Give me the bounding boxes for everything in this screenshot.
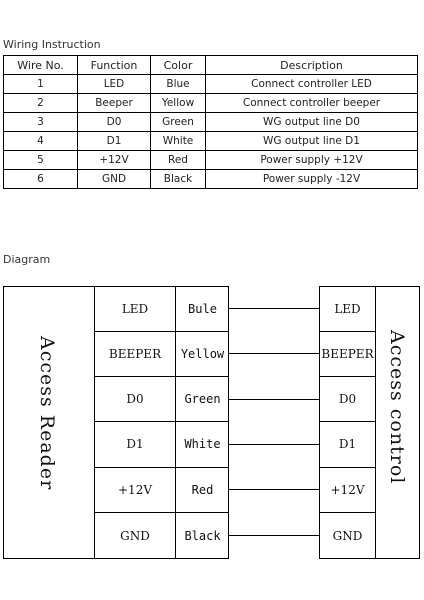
connection-wire (229, 308, 319, 309)
header-wire-no: Wire No. (4, 56, 78, 75)
cell-color: Black (151, 170, 206, 189)
control-pin-gnd: GND (332, 528, 363, 543)
cell-description: WG output line D0 (206, 113, 418, 132)
reader-pin-beeper: BEEPER (108, 346, 162, 361)
reader-pin-12v: +12V (118, 482, 152, 497)
cell-wire-no: 1 (4, 75, 78, 94)
cell-description: Connect controller beeper (206, 94, 418, 113)
control-pin-d0: D0 (338, 391, 357, 406)
reader-pin-d1: D1 (126, 437, 144, 451)
cell-description: Connect controller LED (206, 75, 418, 94)
connection-wire (229, 399, 319, 400)
cell-function: D1 (78, 132, 151, 151)
cell-function: D0 (78, 113, 151, 132)
cell-description: WG output line D1 (206, 132, 418, 151)
header-description: Description (206, 56, 418, 75)
cell-function: +12V (78, 151, 151, 170)
cell-color: Red (151, 151, 206, 170)
connection-wire (229, 535, 319, 536)
wiring-instruction-title: Wiring Instruction (3, 38, 101, 51)
cell-color: Green (151, 113, 206, 132)
cell-function: Beeper (78, 94, 151, 113)
cell-wire-no: 3 (4, 113, 78, 132)
wire-color-gnd: Black (184, 528, 221, 543)
access-control-label: Access control (386, 330, 408, 485)
control-pin-divider (375, 286, 376, 559)
access-reader-label: Access Reader (36, 336, 58, 491)
control-pin-beeper: BEEPER (321, 346, 374, 361)
connection-wire (229, 353, 319, 354)
cell-color: White (151, 132, 206, 151)
wire-color-d1: White (184, 437, 221, 451)
cell-color: Blue (151, 75, 206, 94)
cell-description: Power supply -12V (206, 170, 418, 189)
reader-pin-d0: D0 (126, 391, 144, 406)
connection-wire (229, 489, 319, 490)
cell-wire-no: 4 (4, 132, 78, 151)
cell-wire-no: 5 (4, 151, 78, 170)
wire-color-d0: Green (184, 391, 221, 406)
cell-function: LED (78, 75, 151, 94)
cell-description: Power supply +12V (206, 151, 418, 170)
wire-color-led: Bule (188, 301, 217, 316)
cell-color: Yellow (151, 94, 206, 113)
header-function: Function (78, 56, 151, 75)
reader-pin-gnd: GND (120, 528, 150, 543)
control-pin-led: LED (334, 301, 361, 316)
connection-wire (229, 444, 319, 445)
cell-wire-no: 2 (4, 94, 78, 113)
control-pin-12v: +12V (330, 482, 365, 497)
header-color: Color (151, 56, 206, 75)
diagram-title: Diagram (3, 253, 51, 266)
cell-function: GND (78, 170, 151, 189)
reader-pin-led: LED (121, 301, 149, 316)
control-pin-d1: D1 (338, 437, 357, 451)
cell-wire-no: 6 (4, 170, 78, 189)
wire-color-beeper: Yellow (180, 346, 225, 361)
wire-color-12v: Red (191, 482, 214, 497)
